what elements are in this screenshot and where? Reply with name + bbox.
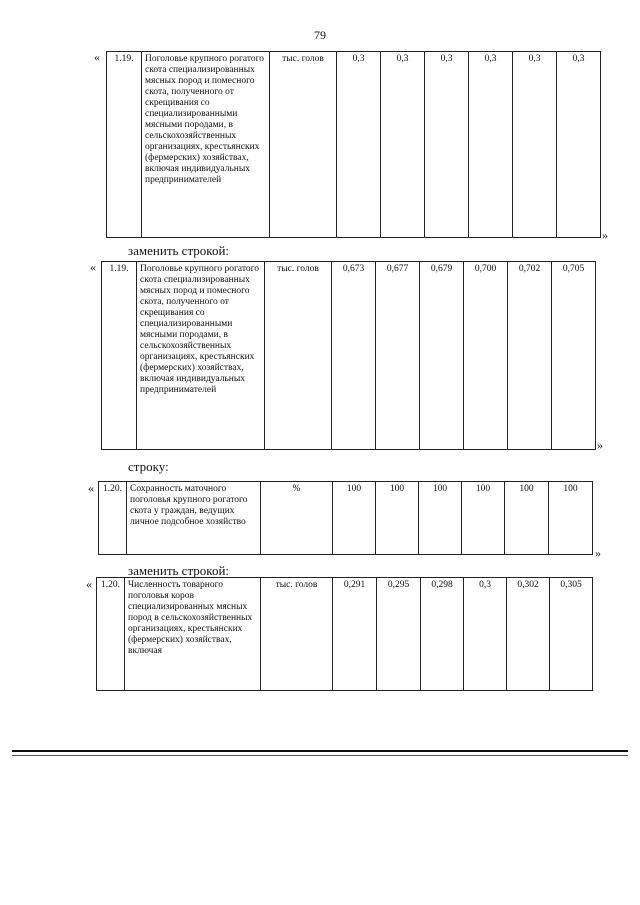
page-separator-line	[12, 750, 628, 752]
value-5: 100	[505, 482, 549, 555]
value-4: 0,3	[464, 578, 507, 691]
value-2: 100	[376, 482, 419, 555]
value-4: 0,700	[464, 262, 508, 450]
row-number: 1.19.	[107, 52, 142, 238]
row-number: 1.20.	[99, 482, 127, 555]
value-5: 0,702	[508, 262, 552, 450]
value-3: 0,3	[425, 52, 469, 238]
close-quote-3: »	[595, 546, 601, 560]
replace-phrase-2: заменить строкой:	[128, 563, 230, 578]
value-1: 100	[333, 482, 376, 555]
value-6: 0,305	[550, 578, 593, 691]
value-4: 100	[462, 482, 505, 555]
open-quote-1: «	[94, 50, 100, 64]
value-3: 0,679	[420, 262, 464, 450]
value-2: 0,3	[381, 52, 425, 238]
table-row-3	[98, 481, 593, 555]
unit: тыс. голов	[270, 52, 337, 238]
table-row-1	[106, 51, 601, 238]
value-1: 0,291	[333, 578, 377, 691]
page-separator-line-thin	[12, 755, 628, 756]
open-quote-4: «	[86, 577, 92, 591]
value-3: 0,298	[421, 578, 464, 691]
value-5: 0,3	[513, 52, 557, 238]
value-3: 100	[419, 482, 462, 555]
value-2: 0,677	[376, 262, 420, 450]
row-number: 1.20.	[97, 578, 125, 691]
unit: тыс. голов	[265, 262, 332, 450]
indicator-name: Численность товарного поголовья коров специализированных мясных пород в сельскохозяйственных организациях, крестьянских (фермерских) хозяйствах, включая	[125, 578, 261, 691]
value-1: 0,673	[332, 262, 376, 450]
indicator-name: Поголовье крупного рогатого скота специализированных мясных пород и помесного скота, полученного от скрещивания со специализированными мясными породами, в сельскохозяйственных организациях, крестьянских (фермерских) хозяйствах, включая индивидуальных предпринимателей	[137, 262, 265, 450]
row-number: 1.19.	[102, 262, 137, 450]
value-6: 0,705	[552, 262, 596, 450]
indicator-name: Сохранность маточного поголовья крупного рогатого скота у граждан, ведущих личное подсобное хозяйство	[127, 482, 261, 555]
table-row-2	[101, 261, 596, 450]
value-6: 0,3	[557, 52, 601, 238]
value-6: 100	[549, 482, 593, 555]
open-quote-2: «	[90, 260, 96, 274]
replace-phrase-1: заменить строкой:	[128, 243, 230, 258]
indicator-name: Поголовье крупного рогатого скота специализированных мясных пород и помесного скота, полученного от скрещивания со специализированными мясными породами, в сельскохозяйственных организациях, крестьянских (фермерских) хозяйствах, включая индивидуальных предпринимателей	[142, 52, 270, 238]
value-5: 0,302	[507, 578, 550, 691]
close-quote-2: »	[597, 438, 603, 452]
open-quote-3: «	[88, 481, 94, 495]
row-phrase: строку:	[128, 459, 169, 474]
unit: тыс. голов	[261, 578, 333, 691]
value-2: 0,295	[377, 578, 421, 691]
page-number: 79	[314, 28, 326, 42]
value-1: 0,3	[337, 52, 381, 238]
table-row-4	[96, 577, 593, 691]
unit: %	[261, 482, 333, 555]
value-4: 0,3	[469, 52, 513, 238]
close-quote-1: »	[602, 228, 608, 242]
